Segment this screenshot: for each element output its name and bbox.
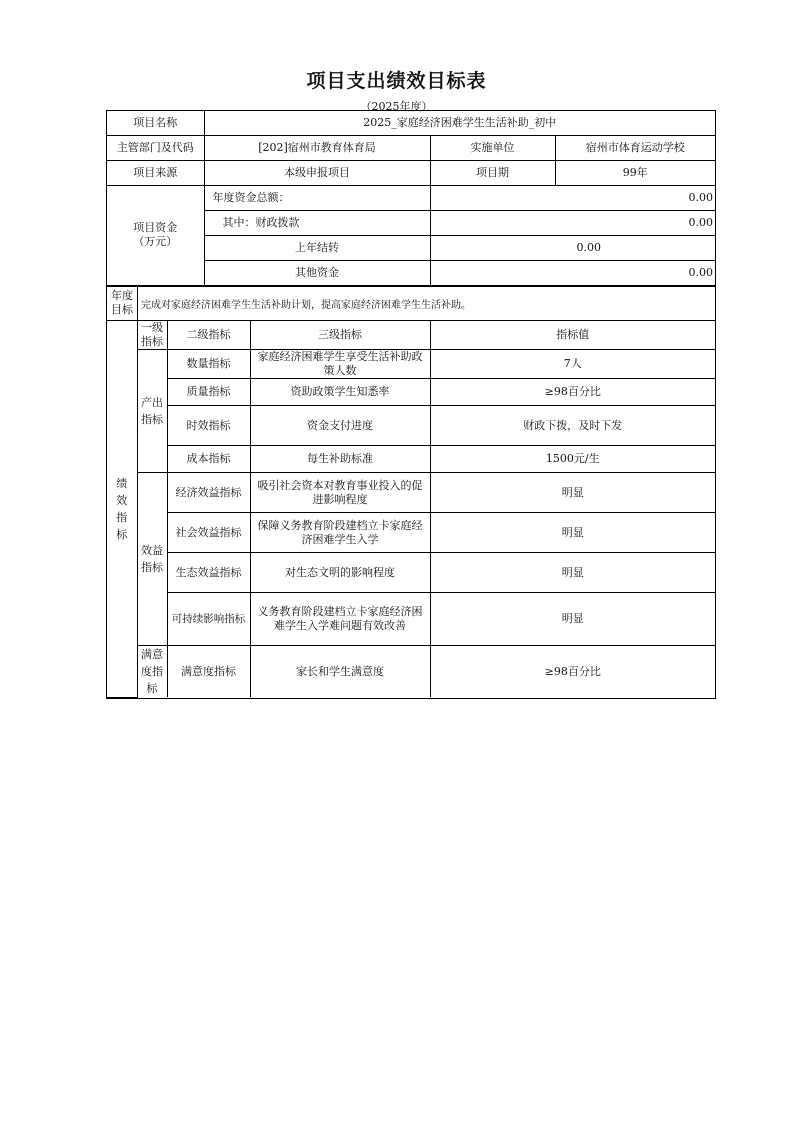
table-row <box>107 136 715 161</box>
indicator-level2: 满意度指标 <box>167 646 250 698</box>
benefit-indicators-label: 效益 指标 <box>137 473 167 646</box>
indicator-level2: 成本指标 <box>167 446 250 473</box>
page-title: 项目支出绩效目标表 <box>306 70 487 92</box>
annual-goal-text: 完成对家庭经济困难学生生活补助计划，提高家庭经济困难学生生活补助。 <box>141 299 471 311</box>
indicator-value: 1500元/生 <box>430 446 715 473</box>
indicator-value: 明显 <box>430 513 715 553</box>
source-value: 本级申报项目 <box>204 161 430 186</box>
indicator-level2: 可持续影响指标 <box>167 593 250 646</box>
table-row <box>107 406 715 446</box>
project-info-table <box>106 110 716 287</box>
indicator-value: 7人 <box>430 350 715 379</box>
output-indicators-label: 产出 指标 <box>137 350 167 473</box>
indicator-level2: 社会效益指标 <box>167 513 250 553</box>
indicator-value: 明显 <box>430 553 715 593</box>
indicator-level3: 资金支付进度 <box>250 406 430 446</box>
fiscal-year: （2025年度） <box>360 100 433 113</box>
performance-indicators-label: 绩 效 指 标 <box>107 321 137 698</box>
satisfaction-indicators-label: 满意 度指 标 <box>137 646 167 698</box>
indicator-value: 明显 <box>430 593 715 646</box>
indicator-level3: 吸引社会资本对教育事业投入的促进影响程度 <box>250 473 430 513</box>
indicator-level2: 经济效益指标 <box>167 473 250 513</box>
table-row <box>107 350 715 379</box>
project-name-value: 2025_家庭经济困难学生生活补助_初中 <box>204 111 715 136</box>
table-row <box>107 186 715 211</box>
annual-goal-row <box>107 285 715 320</box>
level2-header: 二级指标 <box>167 321 250 350</box>
indicator-level2: 数量指标 <box>167 350 250 379</box>
fund-fiscal-label: 其中：财政拨款 <box>204 211 430 236</box>
dept-value: [202]宿州市教育体育局 <box>204 136 430 161</box>
fund-carryover-label: 上年结转 <box>204 236 430 261</box>
fund-carryover-value: 0.00 <box>430 236 715 261</box>
indicator-level3: 家长和学生满意度 <box>250 646 430 698</box>
table-row <box>107 553 715 593</box>
funds-label: 项目资金 （万元） <box>107 186 204 286</box>
indicator-value: ≥98百分比 <box>430 646 715 698</box>
annual-goal-label: 年度 目标 <box>107 286 138 320</box>
fund-other-value: 0.00 <box>430 261 715 286</box>
table-row <box>107 593 715 646</box>
fund-other-label: 其他资金 <box>204 261 430 286</box>
table-row <box>107 161 715 186</box>
indicator-level3: 对生态文明的影响程度 <box>250 553 430 593</box>
indicator-value: 财政下拨，及时下发 <box>430 406 715 446</box>
period-value: 99年 <box>555 161 715 186</box>
table-row <box>107 513 715 553</box>
fund-total-value: 0.00 <box>430 186 715 211</box>
table-row <box>107 446 715 473</box>
fund-fiscal-value: 0.00 <box>430 211 715 236</box>
indicator-section <box>106 285 716 699</box>
impl-unit-value: 宿州市体育运动学校 <box>555 136 715 161</box>
indicator-header-row <box>107 321 715 350</box>
table-row <box>107 111 715 136</box>
project-name-label: 项目名称 <box>107 111 204 136</box>
indicator-level3: 每生补助标准 <box>250 446 430 473</box>
dept-label: 主管部门及代码 <box>107 136 204 161</box>
table-row <box>107 473 715 513</box>
indicator-level2: 生态效益指标 <box>167 553 250 593</box>
indicator-level3: 义务教育阶段建档立卡家庭经济困难学生入学难问题有效改善 <box>250 593 430 646</box>
indicator-value: ≥98百分比 <box>430 379 715 406</box>
fund-total-label: 年度资金总额： <box>204 186 430 211</box>
table-row <box>107 646 715 698</box>
impl-unit-label: 实施单位 <box>430 136 555 161</box>
indicator-level2: 时效指标 <box>167 406 250 446</box>
source-label: 项目来源 <box>107 161 204 186</box>
indicator-level3: 资助政策学生知悉率 <box>250 379 430 406</box>
indicator-value: 明显 <box>430 473 715 513</box>
indicator-level3: 家庭经济困难学生享受生活补助政策人数 <box>250 350 430 379</box>
level3-header: 三级指标 <box>250 321 430 350</box>
period-label: 项目期 <box>430 161 555 186</box>
indicator-level3: 保障义务教育阶段建档立卡家庭经济困难学生入学 <box>250 513 430 553</box>
indicator-level2: 质量指标 <box>167 379 250 406</box>
level1-header: 一级 指标 <box>137 321 167 350</box>
value-header: 指标值 <box>430 321 715 350</box>
table-row <box>107 379 715 406</box>
